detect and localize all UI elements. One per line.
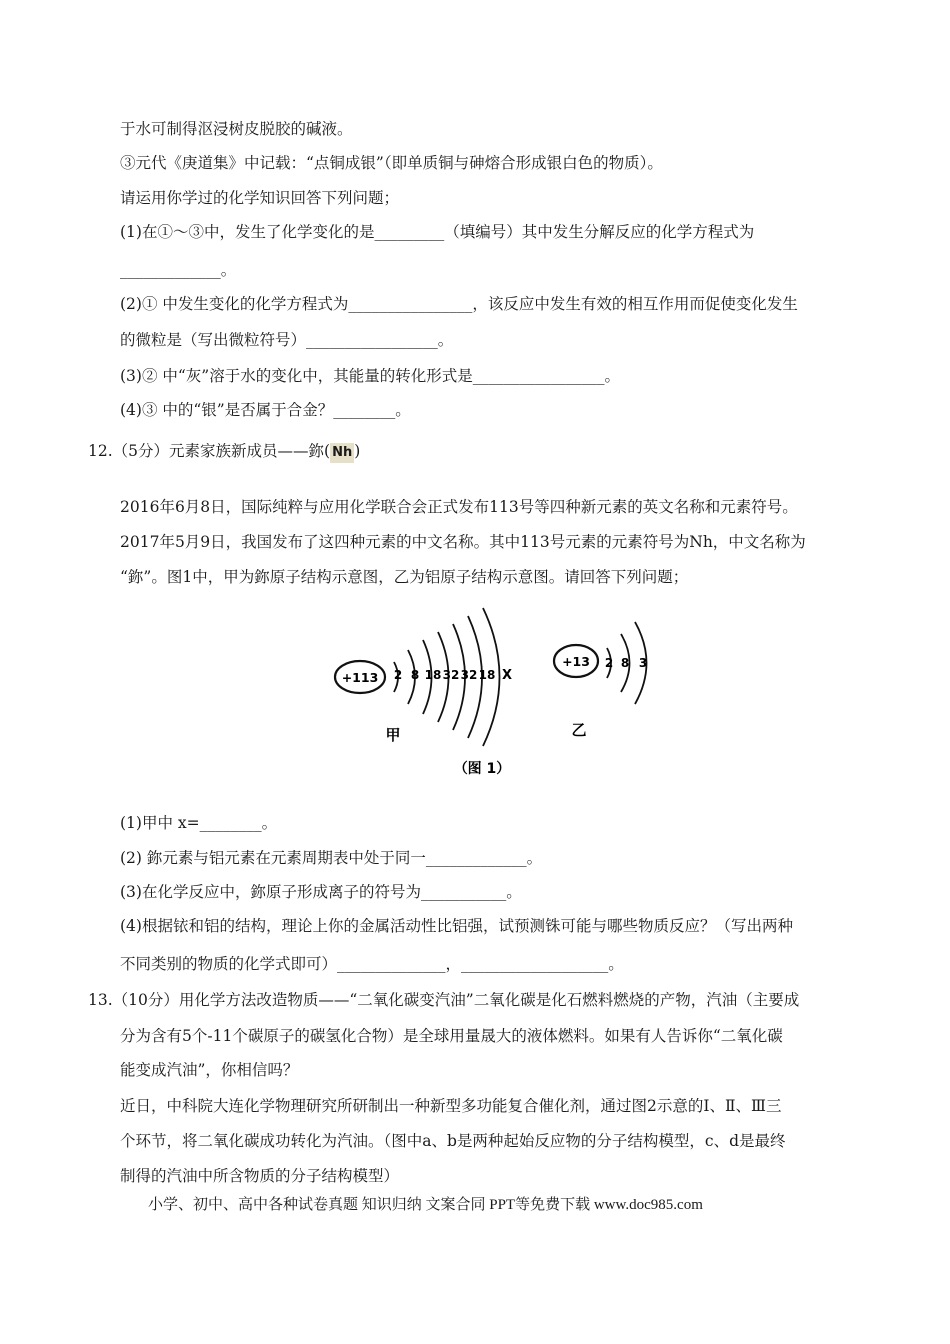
atom-a-shell-1: 2 <box>393 668 403 682</box>
q13-line-1: 13.（10分）用化学方法改造物质——“二氧化碳变汽油”二氧化碳是化石燃料燃烧的产物，汽油（主要成 <box>88 991 800 1009</box>
q12-body-line-2: 2017年5月9日，我国发布了这四种元素的中文名称。其中113号元素的元素符号为Nh，中文名称为 <box>120 533 806 551</box>
q11-part2-line-b: 的微粒是（写出微粒符号）_________________。 <box>120 331 454 349</box>
atom-b-shell-2: 8 <box>620 656 630 670</box>
atom-a-shell-5: 32 <box>460 668 478 682</box>
figure-1-atomic-structures <box>320 600 680 785</box>
atom-b-shell-3: 3 <box>638 656 648 670</box>
nh-symbol-image: Nh <box>330 443 354 463</box>
atom-a-shell-2: 8 <box>410 668 420 682</box>
atom-a-label: 甲 <box>385 726 401 744</box>
figure-1-caption: （图 1） <box>453 761 511 777</box>
q12-body-line-3: “鉨”。图1中，甲为鉨原子结构示意图，乙为铝原子结构示意图。请回答下列问题； <box>120 568 689 586</box>
intro-line-2: ③元代《庚道集》中记载：“点铜成银”（即单质铜与砷熔合形成银白色的物质）。 <box>120 154 663 172</box>
intro-line-1: 于水可制得沤浸树皮脱胶的碱液。 <box>120 120 353 138</box>
q13-line-6: 制得的汽油中所含物质的分子结构模型） <box>120 1167 400 1185</box>
atom-a-nucleus: +113 <box>341 670 379 685</box>
q12-part1: (1)甲中 x=________。 <box>120 814 278 832</box>
q12-body-line-1: 2016年6月8日，国际纯粹与应用化学联合会正式发布113号等四种新元素的英文名称和元素符号。 <box>120 498 798 516</box>
q13-line-2: 分为含有5个-11个碳原子的碳氢化合物）是全球用量晟大的液体燃料。如果有人告诉你“二氧化碳 <box>120 1027 783 1045</box>
q11-part4: (4)③ 中的“银”是否属于合金？________。 <box>120 401 411 419</box>
atom-a-shell-3: 18 <box>424 668 442 682</box>
q12-part2: (2) 鉨元素与铝元素在元素周期表中处于同一_____________。 <box>120 849 543 867</box>
q13-line-4: 近日，中科院大连化学物理研究所研制出一种新型多功能复合催化剂，通过图2示意的Ⅰ、Ⅱ、Ⅲ三 <box>120 1097 782 1115</box>
page-footer: 小学、初中、高中各种试卷真题 知识归纳 文案合同 PPT等免费下载 www.doc985.com <box>148 1197 703 1213</box>
q12-heading-text: 12.（5分）元素家族新成员——鉨( <box>88 442 331 460</box>
atom-a-shell-6: 18 <box>478 668 496 682</box>
q12-part3: (3)在化学反应中，鉨原子形成离子的符号为___________。 <box>120 883 522 901</box>
intro-line-3: 请运用你学过的化学知识回答下列问题； <box>120 189 400 207</box>
q11-part2-line-a: (2)① 中发生变化的化学方程式为________________，该反应中发生有效的相互作用而促使变化发生 <box>120 295 798 313</box>
q12-heading-close: ) <box>354 442 361 460</box>
atom-a-shell-7: X <box>501 668 513 683</box>
atom-b-shell-1: 2 <box>604 656 614 670</box>
q12-heading <box>88 441 360 463</box>
q13-line-5: 个环节，将二氧化碳成功转化为汽油。（图中a、b是两种起始反应物的分子结构模型，c、d是最终 <box>120 1132 786 1150</box>
q13-line-3: 能变成汽油”，你相信吗？ <box>120 1061 299 1079</box>
q11-part1-line-a: (1)在①～③中，发生了化学变化的是_________（填编号）其中发生分解反应的化学方程式为 <box>120 223 755 241</box>
atom-b-label: 乙 <box>571 721 587 739</box>
q12-part4-line-a: (4)根据铱和铝的结构，理论上你的金属活动性比铝强，试预测铢可能与哪些物质反应？（写出两种 <box>120 917 793 935</box>
atom-b-nucleus: +13 <box>562 654 590 669</box>
atom-a-shell-4: 32 <box>442 668 460 682</box>
q11-part1-line-b: _____________。 <box>120 261 237 279</box>
q12-part4-line-b: 不同类别的物质的化学式即可）______________，___________________。 <box>120 955 624 973</box>
q11-part3: (3)② 中“灰”溶于水的变化中，其能量的转化形式是_________________。 <box>120 367 620 385</box>
